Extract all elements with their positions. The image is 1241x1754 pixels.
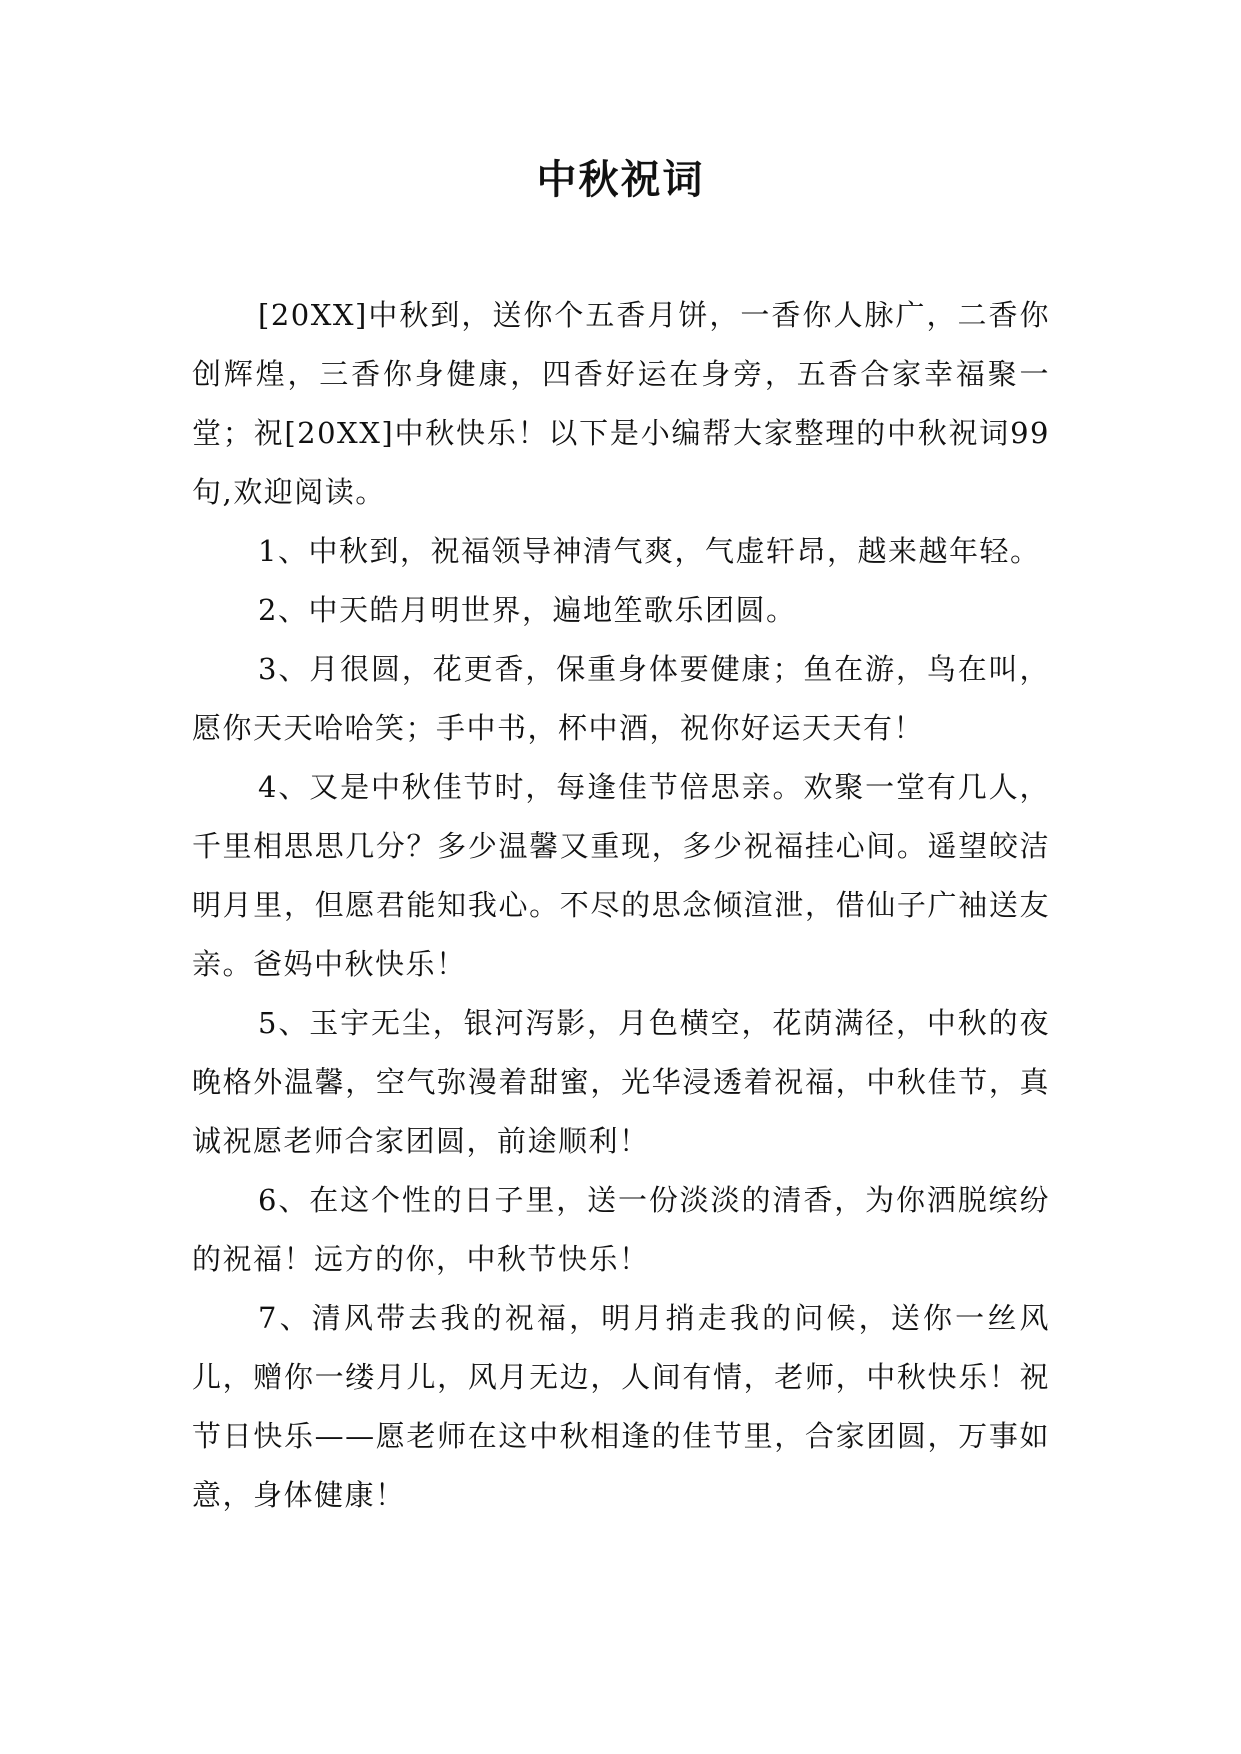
wish-item-3: 3、月很圆，花更香，保重身体要健康；鱼在游，鸟在叫，愿你天天哈哈笑；手中书，杯中酒，祝你好运天天有！: [192, 652, 1050, 745]
wish-item-7: 7、清风带去我的祝福，明月捎走我的问候，送你一丝风儿，赠你一缕月儿，风月无边，人间有情，老师，中秋快乐！祝节日快乐——愿老师在这中秋相逢的佳节里，合家团圆，万事如意，身体健康！: [192, 1301, 1050, 1512]
document-body: [192, 286, 1050, 1525]
wish-item-2: 2、中天皓月明世界，遍地笙歌乐团圆。: [258, 593, 797, 627]
wish-item-1: 1、中秋到，祝福领导神清气爽，气虚轩昂，越来越年轻。: [258, 534, 1041, 568]
wish-item-6: 6、在这个性的日子里，送一份淡淡的清香，为你洒脱缤纷的祝福！远方的你，中秋节快乐！: [192, 1183, 1050, 1276]
wish-item-5: 5、玉宇无尘，银河泻影，月色横空，花荫满径，中秋的夜晚格外温馨，空气弥漫着甜蜜，光华浸透着祝福，中秋佳节，真诚祝愿老师合家团圆，前途顺利！: [192, 1006, 1050, 1158]
wish-item-4: 4、又是中秋佳节时，每逢佳节倍思亲。欢聚一堂有几人，千里相思思几分？多少温馨又重现，多少祝福挂心间。遥望皎洁明月里，但愿君能知我心。不尽的思念倾渲泄，借仙子广袖送友亲。爸妈中秋快乐！: [192, 770, 1050, 981]
intro-paragraph: [20XX]中秋到，送你个五香月饼，一香你人脉广，二香你创辉煌，三香你身健康，四香好运在身旁，五香合家幸福聚一堂；祝[20XX]中秋快乐！以下是小编帮大家整理的中秋祝词99句,欢迎阅读。: [192, 298, 1050, 509]
page-title: 中秋祝词: [536, 157, 705, 203]
